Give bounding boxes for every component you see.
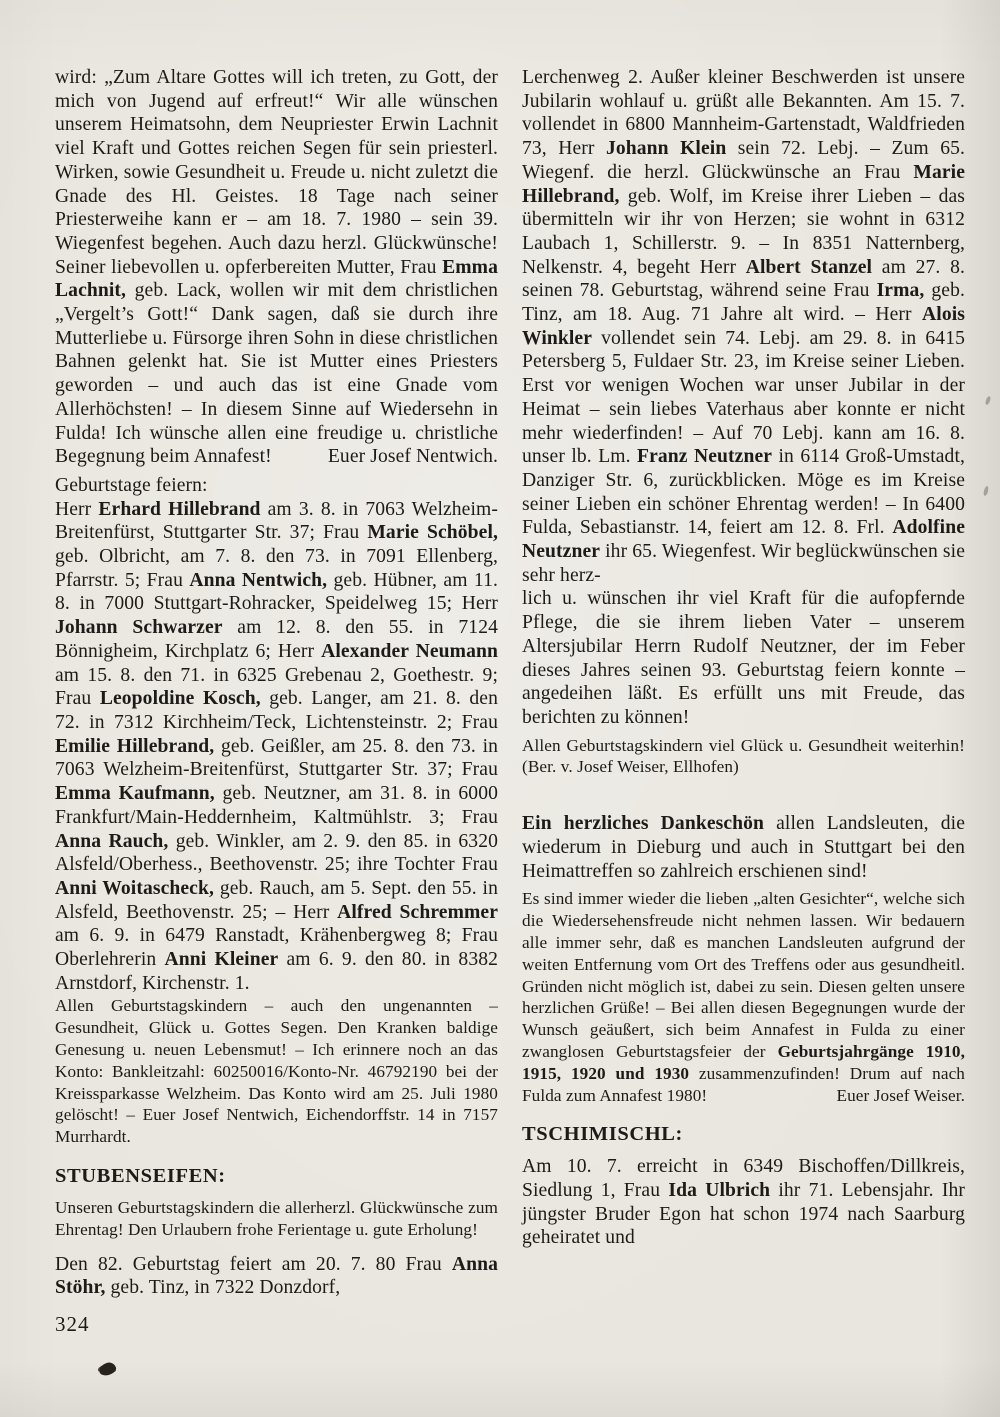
paragraph-weiser-note: Allen Geburtstagskindern viel Glück u. Gesundheit weiterhin! (Ber. v. Josef Weiser, Ellhofen): [522, 735, 965, 777]
paragraph-birthday-list: Herr Erhard Hillebrand am 3. 8. in 7063 Welzheim-Breitenfürst, Stuttgarter Str. 37; Frau Marie Schöbel, geb. Olbricht, am 7. 8. den 73. in 7091 Ellenberg, Pfarrstr. 5; Frau Anna Nentwich, geb. Hübner, am 11. 8. in 7000 Stuttgart-Rohracker, Speidelweg 15; Herr Johann Schwarzer am 12. 8. den 55. in 7124 Bönnigheim, Kirchplatz 6; Herr Alexander Neumann am 15. 8. den 71. in 6325 Grebenau 2, Goethestr. 9; Frau Leopoldine Kosch, geb. Langer, am 21. 8. den 72. in 7312 Kirchheim/Teck, Lichtensteinstr. 2; Frau Emilie Hillebrand, geb. Geißler, am 25. 8. den 73. in 7063 Welzheim-Breitenfürst, Stuttgarter Str. 37; Frau Emma Kaufmann, geb. Neutzner, am 31. 8. in 6000 Frankfurt/Main-Heddernheim, Kaltmühlstr. 3; Frau Anna Rauch, geb. Winkler, am 2. 9. den 85. in 6320 Alsfeld/Oberhess., Beethovenstr. 25; ihre Tochter Frau Anni Woitascheck, geb. Rauch, am 5. Sept. den 55. in Alsfeld, Beethovenstr. 25; – Herr Alfred Schremmer am 6. 9. in 6479 Ranstadt, Krähenbergweg 8; Frau Oberlehrerin Anni Kleiner am 6. 9. den 80. in 8382 Arnstdorf, Kirchenstr. 1.: [55, 498, 499, 994]
paragraph-jubilare-continued: Lerchenweg 2. Außer kleiner Beschwerden ist unsere Jubilarin wohlauf u. grüßt alle Bekannten. Am 15. 7. vollendet in 6800 Mannheim-Gartenstadt, Waldfrieden 73, Herr Johann Klein sein 72. Lebj. – Zum 65. Wiegenf. die herzl. Glückwünsche an Frau Marie Hillebrand, geb. Wolf, im Kreise ihrer Lieben – das übermitteln wir ihr von Herzen; sie wohnt in 6312 Laubach 1, Schillerstr. 9. – In 8351 Natternberg, Nelkenstr. 4, begeht Herr Albert Stanzel am 27. 8. seinen 78. Geburtstag, während seine Frau Irma, geb. Tinz, am 18. Aug. 71 Jahre alt wird. – Herr Alois Winkler vollendet sein 74. Lebj. am 29. 8. in 6415 Petersberg 5, Fuldaer Str. 23, im Kreise seiner Lieben. Erst vor wenigen Wochen war unser Jubilar in der Heimat – sein liebes Vaterhaus aber konnte er nicht mehr wiederfinden! – Auf 70 Lebj. kann am 16. 8. unser lb. Lm. Franz Neutzner in 6114 Groß-Umstadt, Danziger Str. 6, zurückblicken. Möge es im Kreise seiner Lieben ein schöner Ehrentag werden! – In 6400 Fulda, Sebastianstr. 14, feiert am 12. 8. Frl. Adolfine Neutzner ihr 65. Wiegenfest. Wir beglückwünschen sie sehr herz- lich u. wünschen ihr viel Kraft für die aufopfernde Pflege, die sie ihrem lieben Vater – unserem Altersjubilar Herrn Rudolf Neutzner, der im Feber dieses Jahres seinen 93. Geburtstag feiern konnte – angedeihen läßt. Es erfüllt uns mit Freude, das berichten zu können!: [522, 67, 965, 728]
birthdays-heading: Geburtstage feiern:: [55, 474, 208, 496]
scan-edge-mark: [985, 396, 992, 406]
paragraph-heimattreffen: Es sind immer wieder die lieben „alten Gesichter“, welche sich die Wiedersehensfreude nicht nehmen lassen. Wir bedauern alle immer sehr, daß es manchen Landsleuten aufgrund der weiten Entfernung vom Ort des Treffens oder aus gesundheitl. Gründen nicht möglich ist, dabei zu sein. Diesen gelten unsere herzlichen Grüße! – Bei allen diesen Begegnungen wurde der Wunsch geäußert, sich beim Annafest in Fulda zu einer zwanglosen Geburtstagsfeier der Geburtsjahrgänge 1910, 1915, 1920 und 1930 zusammenzufinden! Drum auf nach Fulda zum Annafest 1980! Euer Josef Weiser.: [522, 889, 965, 1105]
two-column-layout: [55, 66, 965, 1337]
section-heading-stubenseifen: STUBENSEIFEN:: [55, 1165, 226, 1187]
paragraph-neupriester-lachnit: wird: „Zum Altare Gottes will ich treten, zu Gott, der mich von Jugend auf erfreut!“ Wir alle wünschen unserem Heimatsohn, dem Neupriester Erwin Lachnit viel Kraft und Gottes reichen Segen für sein priesterl. Wirken, sowie Gesundheit u. Freude u. nicht zuletzt die Gnade des Hl. Geistes. 18 Tage nach seiner Priesterweihe kann er – am 18. 7. 1980 – sein 39. Wiegenfest begehen. Auch dazu herzl. Glückwünsche! Seiner liebevollen u. opferbereiten Mutter, Frau Emma Lachnit, geb. Lack, wollen wir mit dem christlichen „Vergelt’s Gott!“ Dank sagen, daß sie durch ihre Mutterliebe u. Fürsorge ihren Sohn in diese christlichen Bahnen gelenkt hat. Sie ist Mutter eines Priesters geworden – und auch das ist eine Gnade vom Allerhöchsten! – In diesem Sinne auf Wiedersehn in Fulda! Ich wünsche allen eine freudige u. christliche Begegnung beim Annafest! Euer Josef Nentwich.: [55, 67, 498, 468]
scan-edge-mark: [983, 486, 989, 497]
left-column: [55, 66, 498, 1337]
paragraph-anna-stoehr: Den 82. Geburtstag feiert am 20. 7. 80 Frau Anna Stöhr, geb. Tinz, in 7322 Donzdorf,: [55, 1253, 498, 1299]
paragraph-urlauber-wishes: Unseren Geburtstagskindern die allerherzl. Glückwünsche zum Ehrentag! Den Urlaubern frohe Ferientage u. gute Erholung!: [55, 1198, 498, 1239]
right-column: [522, 66, 965, 1337]
page-number: 324: [55, 1312, 90, 1336]
paragraph-konto-note: Allen Geburtstagskindern – auch den ungenannten – Gesundheit, Glück u. Gottes Segen. Den Kranken baldige Genesung u. neuen Lebensmut! – Ich erinnere noch an das Konto: Bankleitzahl: 60250016/Konto-Nr. 46792190 bei der Kreissparkasse Welzheim. Das Konto wird am 25. Juli 1980 gelöscht! – Euer Josef Nentwich, Eichendorffstr. 14 in 7157 Murrhardt.: [55, 996, 498, 1147]
ink-blot: [98, 1361, 118, 1378]
paragraph-ida-ulbrich: Am 10. 7. erreicht in 6349 Bischoffen/Dillkreis, Siedlung 1, Frau Ida Ulbrich ihr 71. Lebensjahr. Ihr jüngster Bruder Egon hat schon 1974 nach Saarburg geheiratet und: [522, 1156, 965, 1249]
paragraph-dankeschoen: Ein herzliches Dankeschön allen Landsleuten, die wiederum in Dieburg und auch in Stuttgart bei den Heimattreffen so zahlreich erschienen sind!: [522, 813, 965, 882]
section-heading-tschimischl: TSCHIMISCHL:: [522, 1123, 683, 1146]
